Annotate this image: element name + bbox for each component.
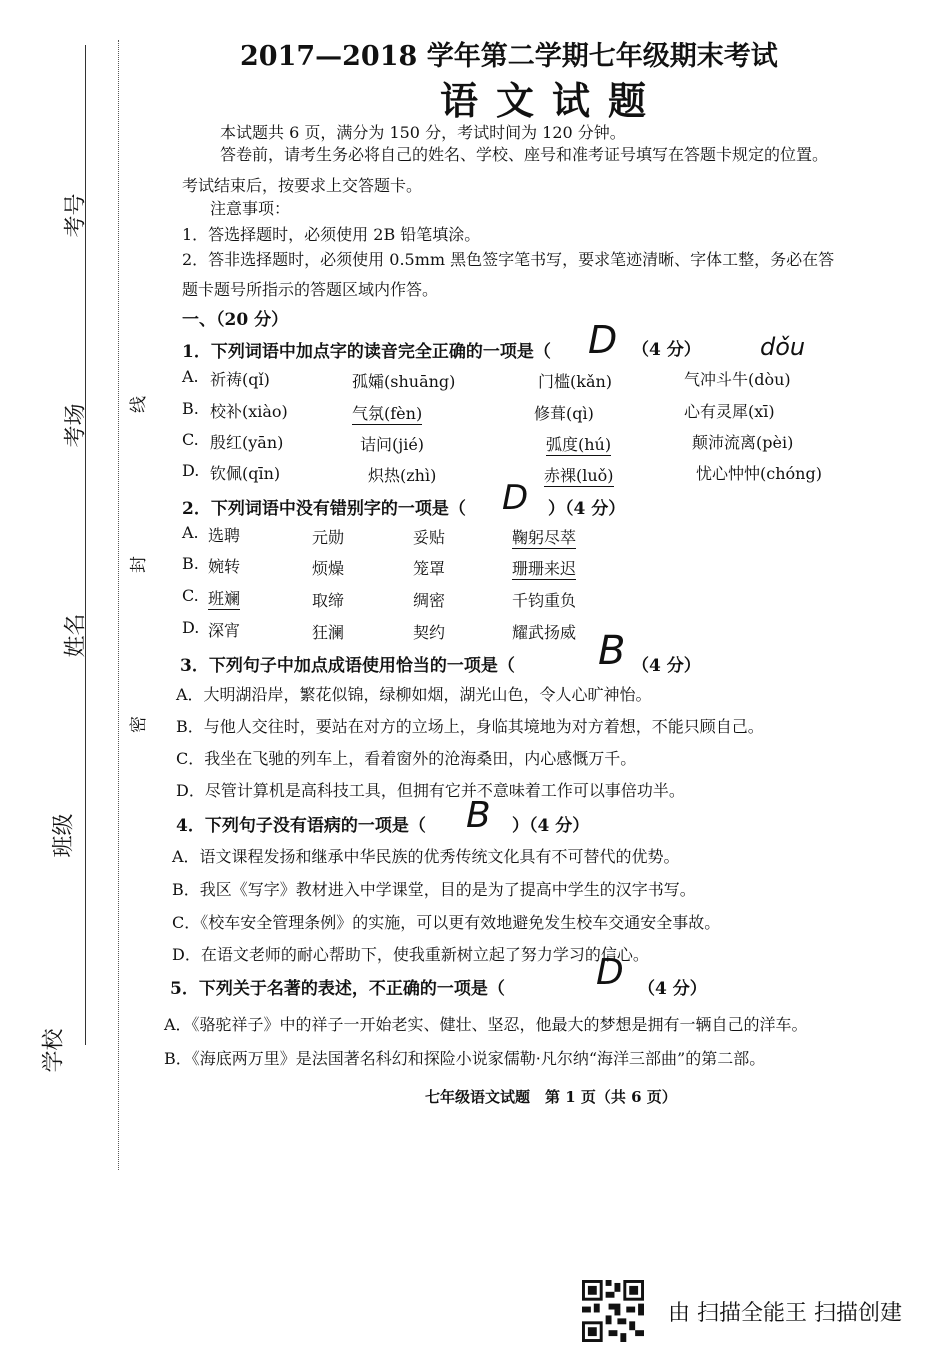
seal-mark-mi: 密	[129, 716, 149, 733]
notice-1: 1．答选择题时，必须使用 2B 铅笔填涂。	[182, 225, 481, 244]
option-word: 鞠躬尽萃	[512, 525, 576, 549]
option-word: 心有灵犀(xī)	[684, 402, 775, 421]
option-word: 选聘	[208, 526, 241, 545]
question-1-score: （4 分）	[632, 340, 701, 360]
option-label: D.	[182, 618, 200, 637]
scanner-watermark: 由 扫描全能王 扫描创建	[668, 1301, 902, 1326]
handwritten-answer-2: D	[502, 478, 529, 518]
q5-option-b: B．《海底两万里》是法国著名科幻和探险小说家儒勒·凡尔纳“海洋三部曲”的第二部。	[164, 1049, 766, 1068]
question-5-stem: 5．下列关于名著的表述，不正确的一项是（	[170, 979, 505, 999]
exam-subtitle: 语文试题	[440, 78, 665, 123]
option-label: D.	[182, 461, 200, 480]
question-3-score: （4 分）	[632, 656, 701, 676]
option-word: 气氛(fèn)	[352, 401, 422, 425]
option-word: 深宵	[208, 621, 241, 640]
handwritten-answer-1: D	[588, 318, 618, 362]
option-word: 门槛(kǎn)	[538, 372, 613, 391]
q4-option-b: B．我区《写字》教材进入中学课堂，目的是为了提高中学生的汉字书写。	[172, 880, 696, 899]
option-label: C.	[182, 586, 199, 605]
exam-number-label: 考号	[63, 193, 89, 238]
q3-option-b: B．与他人交往时，要站在对方的立场上，身临其境地为对方着想，不能只顾自己。	[176, 717, 764, 736]
handwritten-answer-3: B	[598, 628, 626, 674]
option-word: 契约	[413, 623, 446, 642]
question-1-stem: 1．下列词语中加点字的读音完全正确的一项是（	[182, 342, 551, 362]
exam-title: 2017—2018 学年第二学期七年级期末考试	[240, 41, 778, 72]
q3-option-a: A．大明湖沿岸，繁花似锦，绿柳如烟，湖光山色，令人心旷神怡。	[176, 685, 652, 704]
option-word: 殷红(yān)	[210, 433, 284, 452]
q4-option-c: C．《校车安全管理条例》的实施，可以更有效地避免发生校车交通安全事故。	[172, 913, 721, 932]
option-word: 修葺(qì)	[534, 404, 594, 423]
q3-option-c: C．我坐在飞驰的列车上，看着窗外的沧海桑田，内心感慨万千。	[176, 749, 637, 768]
q4-option-d: D．在语文老师的耐心帮助下，使我重新树立起了努力学习的信心。	[172, 945, 649, 964]
option-label: A.	[182, 367, 199, 386]
option-word: 绸密	[413, 591, 446, 610]
question-3-stem: 3．下列句子中加点成语使用恰当的一项是（	[180, 656, 515, 676]
question-2-score: ）（4 分）	[548, 499, 626, 519]
option-word: 取缔	[312, 591, 345, 610]
section-heading: 一、（20 分）	[182, 310, 289, 330]
intro-line-1: 本试题共 6 页，满分为 150 分，考试时间为 120 分钟。	[220, 123, 626, 142]
option-word: 妥贴	[413, 528, 446, 547]
option-word: 诘问(jié)	[360, 435, 425, 454]
q5-option-a: A．《骆驼祥子》中的祥子一开始老实、健壮、坚忍，他最大的梦想是拥有一辆自己的洋车。	[164, 1015, 808, 1034]
option-word: 炽热(zhì)	[368, 466, 437, 485]
q3-option-d: D．尽管计算机是高科技工具，但拥有它并不意味着工作可以事倍功半。	[176, 781, 685, 800]
seal-mark-feng: 封	[129, 556, 149, 573]
page-footer: 七年级语文试题 第 1 页（共 6 页）	[425, 1088, 677, 1106]
intro-line-2: 答卷前，请考生务必将自己的姓名、学校、座号和准考证号填写在答题卡规定的位置。	[220, 145, 829, 164]
option-word: 气冲斗牛(dòu)	[684, 370, 791, 389]
seal-mark-xian: 线	[129, 396, 149, 413]
option-word: 狂澜	[312, 623, 345, 642]
option-word: 千钧重负	[512, 591, 577, 610]
option-label: A.	[182, 523, 199, 542]
school-label: 学校	[41, 1028, 67, 1073]
option-word: 赤裸(luǒ)	[544, 463, 614, 487]
option-label: C.	[182, 430, 199, 449]
class-label: 班级	[51, 813, 77, 858]
option-word: 弧度(hú)	[546, 432, 611, 456]
exam-room-label: 考场	[63, 403, 89, 448]
question-2-stem: 2．下列词语中没有错别字的一项是（	[182, 499, 466, 519]
option-word: 祈祷(qǐ)	[210, 370, 270, 389]
seal-dotted-line	[118, 40, 119, 1170]
option-word: 元勋	[312, 528, 345, 547]
option-word: 笼罩	[413, 559, 446, 578]
option-word: 校补(xiào)	[210, 402, 288, 421]
question-4-score: ）（4 分）	[512, 816, 590, 836]
option-word: 钦佩(qīn)	[210, 464, 281, 483]
option-label: B.	[182, 554, 199, 573]
notice-2-cont: 题卡题号所指示的答题区域内作答。	[182, 280, 439, 299]
option-word: 孤孀(shuāng)	[352, 372, 456, 391]
qr-code-icon	[582, 1280, 644, 1342]
intro-line-3: 考试结束后，按要求上交答题卡。	[182, 176, 423, 195]
option-word: 耀武扬威	[512, 623, 577, 642]
notice-heading: 注意事项：	[210, 199, 291, 218]
handwritten-answer-5: D	[596, 952, 624, 993]
option-word: 班斓	[208, 586, 240, 610]
handwritten-answer-4: B	[466, 795, 491, 836]
question-5-score: （4 分）	[638, 979, 707, 999]
handwritten-note-1: dǒu	[760, 333, 806, 361]
option-word: 烦燥	[312, 559, 345, 578]
question-4-stem: 4．下列句子没有语病的一项是（	[176, 816, 426, 836]
option-word: 忧心忡忡(chóng)	[696, 464, 822, 483]
option-word: 珊珊来迟	[512, 556, 576, 580]
q4-option-a: A．语文课程发扬和继承中华民族的优秀传统文化具有不可替代的优势。	[172, 847, 680, 866]
name-label: 姓名	[63, 613, 89, 658]
option-word: 婉转	[208, 557, 241, 576]
option-word: 颠沛流离(pèi)	[692, 433, 794, 452]
notice-2: 2．答非选择题时，必须使用 0.5mm 黑色签字笔书写，要求笔迹清晰、字体工整，务必在答	[182, 250, 835, 269]
option-label: B.	[182, 399, 199, 418]
